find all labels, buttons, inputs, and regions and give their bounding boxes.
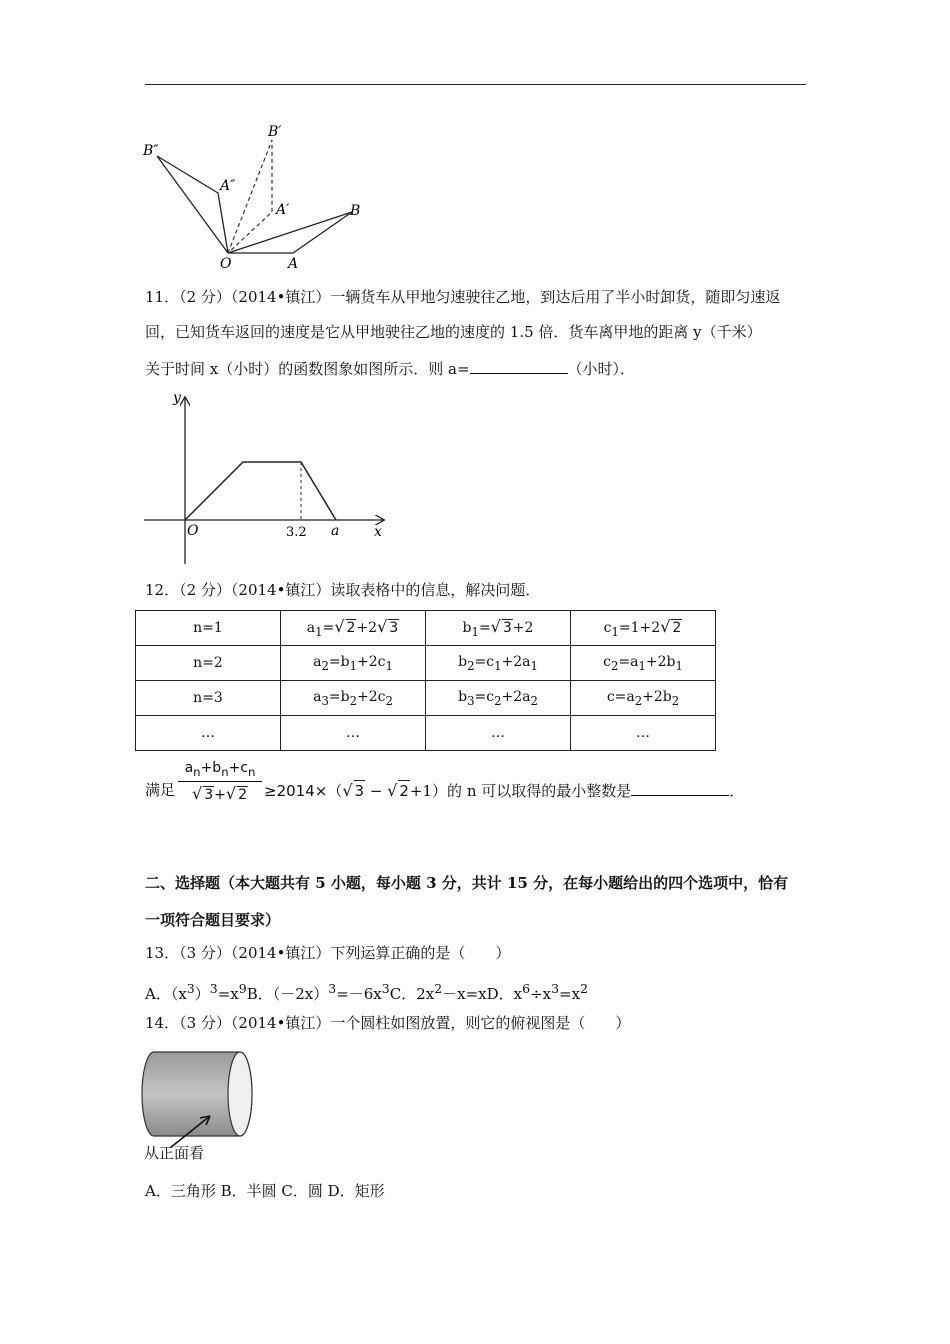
cell-a3: $a_3=b_2+2c_2$ <box>281 681 426 716</box>
cell-a2: $a_2=b_1+2c_1$ <box>281 646 426 681</box>
q11-function-graph <box>140 390 390 570</box>
table-row <box>136 611 716 646</box>
cell-ellipsis: … <box>571 716 716 751</box>
triangle-ob1a1-dashed <box>228 140 272 253</box>
inequality-sign: ≥2014×（ <box>264 782 343 800</box>
q12-fraction <box>178 760 262 803</box>
q14-options: A．三角形 B．半圆 C．圆 D．矩形 <box>145 1182 385 1200</box>
cell-n1: n=1 <box>136 611 281 646</box>
label-o: O <box>220 256 232 272</box>
label-a2: A″ <box>220 178 236 194</box>
label-b1: B′ <box>268 124 282 140</box>
q11-line3 <box>145 359 635 379</box>
cell-ellipsis: … <box>426 716 571 751</box>
q12-prefix: 满足 <box>145 781 176 799</box>
header-rule <box>145 84 806 85</box>
fraction-numerator: $a_n+b_n+c_n$ <box>178 760 262 782</box>
label-b: B <box>350 203 361 219</box>
cell-b2: $b_2=c_1+2a_1$ <box>426 646 571 681</box>
cell-ellipsis: … <box>136 716 281 751</box>
q13-title: 13．（3 分）（2014•镇江）下列运算正确的是（ ） <box>145 944 511 962</box>
cell-b3: $b_3=c_2+2a_2$ <box>426 681 571 716</box>
cell-b1: $b_1=√$ 3+2 <box>426 611 571 646</box>
label-b2: B″ <box>143 143 159 159</box>
q14-title: 14．（3 分）（2014•镇江）一个圆柱如图放置，则它的俯视图是（ ） <box>145 1014 631 1032</box>
y-axis-label: y <box>173 390 181 406</box>
origin-label: O <box>187 523 199 539</box>
cell-n3: n=3 <box>136 681 281 716</box>
cell-c2: $c_2=a_1+2b_1$ <box>571 646 716 681</box>
table-row <box>136 681 716 716</box>
section2-line1: 二、选择题（本大题共有 5 小题，每小题 3 分，共计 15 分，在每小题给出的四个选项中，恰有 <box>145 874 789 892</box>
cylinder-caption: 从正面看 <box>144 1144 205 1162</box>
q11-answer-blank[interactable] <box>470 359 568 374</box>
q12-answer-blank[interactable] <box>631 781 729 796</box>
cell-n2: n=2 <box>136 646 281 681</box>
rotation-figure <box>140 120 370 275</box>
q11-line3-end: （小时）． <box>567 360 636 378</box>
distance-time-polyline <box>185 462 336 520</box>
cylinder-figure <box>140 1048 265 1148</box>
q11-line3-text: 关于时间 x（小时）的函数图象如图所示．则 a= <box>145 360 470 378</box>
triangle-ob2a2 <box>157 156 228 253</box>
table-row <box>136 716 716 751</box>
q13-options: A．$(x^3)^3=x^9B$．$(-2x)^3=-6x^3C$．$2x^2-x=xD$．$x^6\div x^3=x^2$ <box>145 981 589 1003</box>
triangle-oab <box>228 212 352 253</box>
tick-a: a <box>331 523 340 539</box>
table-row <box>136 646 716 681</box>
q12-title: 12．（2 分）（2014•镇江）读取表格中的信息，解决问题． <box>145 581 541 599</box>
q11-line2: 回，已知货车返回的速度是它从甲地驶往乙地的速度的 1.5 倍．货车离甲地的距离 y（千米） <box>145 323 762 341</box>
q12-table <box>135 610 716 751</box>
q12-end: ． <box>729 782 745 800</box>
cell-c3: $c=a_2+2b_2$ <box>571 681 716 716</box>
cylinder-end-face <box>228 1052 252 1136</box>
label-a1: A′ <box>276 202 290 218</box>
cell-c1: $c_1=1+2√$ 2 <box>571 611 716 646</box>
x-axis-label: x <box>374 524 382 540</box>
label-a: A <box>288 256 299 272</box>
tick-3-2: 3.2 <box>286 525 307 540</box>
q11-line1: 11．（2 分）（2014•镇江）一辆货车从甲地匀速驶往乙地，到达后用了半小时卸货，随即匀速返 <box>145 288 781 306</box>
cell-ellipsis: … <box>281 716 426 751</box>
cell-a1: $a_1=√$ 2+2√ 3 <box>281 611 426 646</box>
fraction-denominator: √ 3+√ 2 <box>192 783 247 803</box>
q12-suffix: 的 n 可以取得的最小整数是 <box>447 782 632 800</box>
section2-line2: 一项符合题目要求） <box>145 911 281 929</box>
q12-inequality: ≥2014×（√ 3 − √ 2+1）的 n 可以取得的最小整数是 ． <box>264 781 745 800</box>
